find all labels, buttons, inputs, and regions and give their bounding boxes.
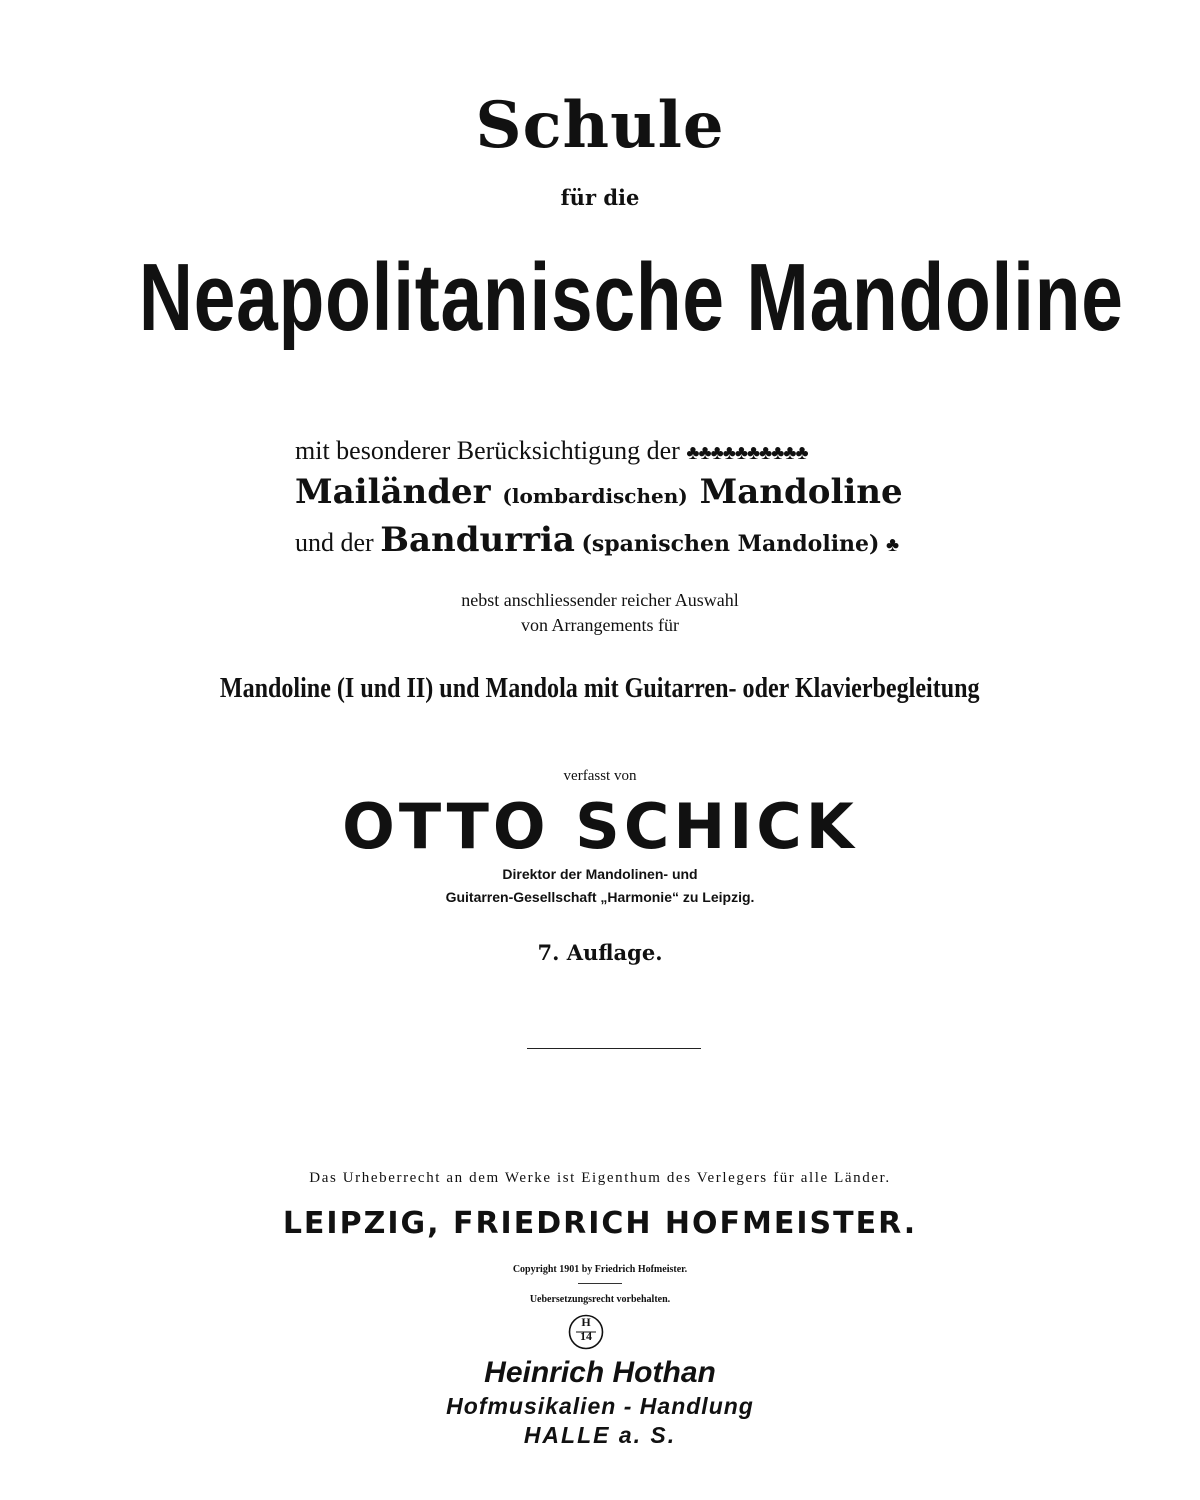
subtitle-und-der: und der [295, 528, 374, 557]
author-role-line-1: Direktor der Mandolinen- und [502, 866, 698, 882]
subtitle-intro-text: mit besonderer Berücksichtigung der [295, 436, 680, 465]
subtitle-line-1 [295, 436, 935, 466]
seal-number: 14 [580, 1329, 592, 1343]
subtitle-bandurria: Bandurria [380, 520, 575, 560]
instrumentation-text: Mandoline (I und II) und Mandola mit Guitarren- oder Klavierbegleitung [220, 673, 980, 704]
author-name: OTTO SCHICK [342, 790, 858, 863]
dealer-stamp-name: Heinrich Hothan [484, 1356, 716, 1389]
title-schule: Schule [475, 88, 725, 163]
subtitle-line-2 [295, 472, 935, 512]
seal-letter: H [581, 1315, 591, 1329]
subtitle-mailaender: Mailänder [295, 472, 491, 512]
supplement-line-2: von Arrangements für [521, 615, 679, 635]
subtitle-line-3 [295, 520, 935, 560]
subtitle-spanischen: (spanischen Mandoline) [581, 531, 880, 557]
title-fuer-die: für die [560, 185, 640, 210]
dealer-stamp-city: HALLE a. S. [523, 1422, 677, 1448]
author-role-line-2: Guitarren-Gesellschaft „Harmonie“ zu Leipzig. [445, 889, 755, 905]
subtitle-lombardischen: (lombardischen) [502, 484, 688, 508]
copyright-notice: Copyright 1901 by Friedrich Hofmeister. [512, 1264, 688, 1275]
supplement-line-1: nebst anschliessender reicher Auswahl [461, 590, 739, 610]
main-title-text: Neapolitanische Mandoline [138, 244, 1124, 351]
divider [527, 1048, 701, 1049]
publisher-name: LEIPZIG, FRIEDRICH HOFMEISTER. [282, 1206, 918, 1241]
edition-label: 7. Auflage. [537, 940, 663, 965]
ornament-row-icon: ♣♣♣♣♣♣♣♣♣♣ [686, 442, 808, 464]
instrumentation-line [0, 673, 1200, 705]
small-divider [578, 1283, 622, 1284]
dealer-stamp-business: Hofmusikalien - Handlung [446, 1393, 754, 1419]
rights-notice: Das Urheberrecht an dem Werke ist Eigenthum des Verlegers für alle Länder. [309, 1170, 891, 1186]
ornament-single-icon: ♣ [885, 534, 899, 556]
translation-notice: Uebersetzungsrecht vorbehalten. [529, 1294, 671, 1305]
main-title [0, 243, 1200, 353]
subtitle-mandoline: Mandoline [699, 472, 903, 512]
author-by-label: verfasst von [563, 768, 637, 784]
